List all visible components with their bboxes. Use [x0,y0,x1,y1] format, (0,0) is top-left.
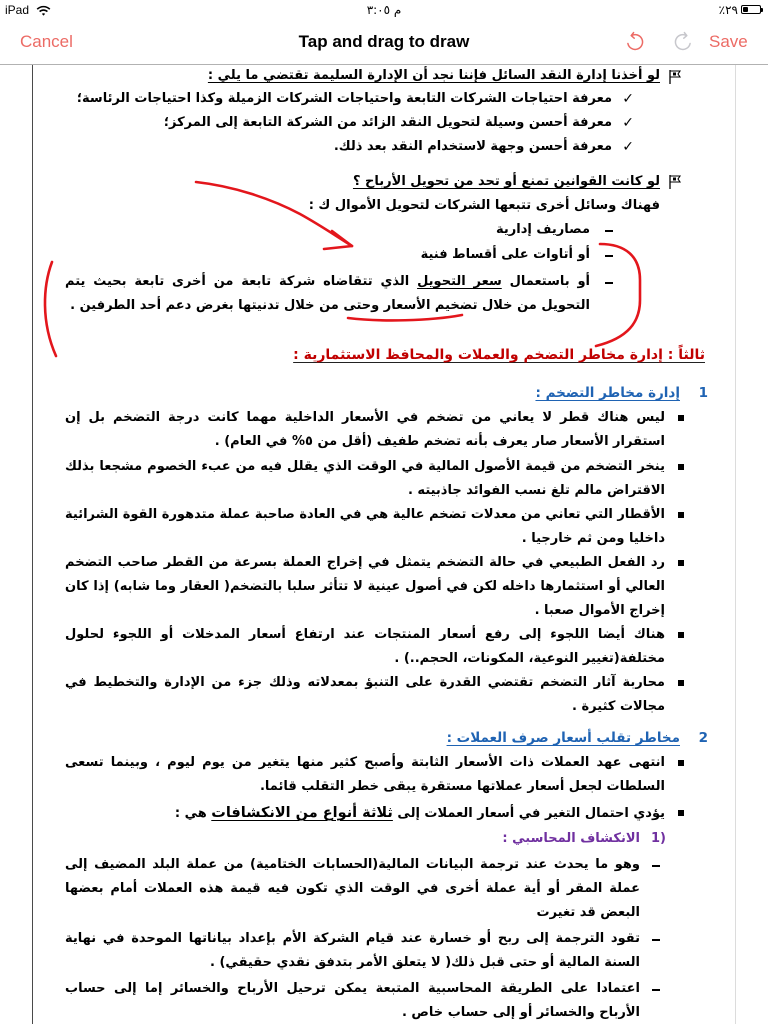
list-item-text: الأقطار التي تعاني من معدلات تضخم عالية هي في العادة صاحبة عملة متدهورة القوة الشرائية داخليا ومن ثم خارجيا . [65,507,665,546]
list-item-text: معرفة أحسن وجهة لاستخدام النقد بعد ذلك. [333,139,612,154]
list-item-text: ينخر التضخم من قيمة الأصول المالية في الوقت الذي يقلل فيه من عبء الخصوم مشجعا بذلك الاقتراض مالم تلغ نسب الفوائد جاذبيته . [65,459,665,498]
status-bar [0,0,768,20]
battery-cap [761,8,763,12]
list-item-text: الذي تتقاضاه شركة تابعة من أخرى تابعة بحيث يتم التحويل من خلال تضخيم الأسعار وحتى من خلال تدنيتها بغرض دعم أحد الطرفين . [65,274,590,313]
clock: ٣:٠٥ م [366,3,402,17]
save-button[interactable]: Save [709,32,748,51]
battery-icon [741,5,761,14]
list-item-text: انتهى عهد العملات ذات الأسعار الثابتة وأصبح كثير منها يتغير من يوم ليوم ، وبينما تسعى السلطات لجعل أسعار عملاتها مستقرة يبقى خطر التقلب قائما. [65,755,665,794]
cancel-button[interactable]: Cancel [20,32,73,51]
undo-icon[interactable] [624,31,646,53]
list-item-text: أو أتاوات على أقساط فنية [420,247,590,262]
list-item-text: رد الفعل الطبيعي في حالة التضخم يتمثل في إخراج العملة بسرعة من القطر صاحب التضخم العالي أو استثمارها داخله لكن في أصول عينية لا تتأثر سلبا بالتضخم( العقار وما شابه) إذا كان إخراج الأموال صعبا . [65,555,665,618]
cash-heading-text: لو أخذنا إدارة النقد السائل فإننا نجد أن الإدارة السليمة تقتضي ما يلي : [207,68,660,83]
subsection-number: 2 [698,730,708,746]
transfer-pricing-term: سعر التحويل [417,274,502,289]
annotation-arrowhead [324,231,352,249]
emphasized-term: ثلاثة أنواع من الانكشافات [211,805,393,821]
list-item-text: محاربة آثار التضخم تقتضي القدرة على التنبؤ بمعدلاته وذلك جزء من الإدارة والتخطيط في مجالات كثيرة . [65,675,665,714]
page-title: Tap and drag to draw [298,32,470,51]
list-item-text: معرفة احتياجات الشركات التابعة واحتياجات الشركات الزميلة وكذا احتياجات الرئاسة؛ [76,91,612,106]
list-item-text: مصاريف إدارية [496,222,590,237]
annotation-arrow [196,182,352,246]
list-item-text: وهو ما يحدث عند ترجمة البيانات المالية(الحسابات الختامية) من عملة البلد المضيف إلى عملة المقر أو أية عملة أخرى في الوقت الذي تكون فيه قيمة هذه العملات أمام بعضها البعض قد تغيرت [65,857,640,920]
transfer-intro-text: فهناك وسائل أخرى تتبعها الشركات لتحويل الأموال ك : [308,198,660,213]
annotation-underline [348,315,462,320]
list-item-text: ليس هناك قطر لا يعاني من تضخم في الأسعار الداخلية مهما كانت درجة التضخم بل إن استقرار الأسعار صار يعرف بأنه تضخم طفيف (أقل من ٥% في العام) . [65,410,665,449]
sub-subsection-number: 1) [651,831,666,846]
subsection-heading-text: إدارة مخاطر التضخم : [535,385,680,401]
section-heading-text: ثالثاً : إدارة مخاطر التضخم والعملات والمحافظ الاستثمارية : [293,347,705,363]
navigation-bar [0,20,768,65]
list-item-text: معرفة أحسن وسيلة لتحويل النقد الزائد من الشركة التابعة إلى المركز؛ [163,115,612,130]
drawing-layer[interactable] [0,65,768,1024]
subsection-number: 1 [698,385,708,401]
battery-fill [743,7,748,12]
annotation-bracket-left [45,262,56,356]
list-item-text: هي : [174,806,212,821]
wifi-icon [36,5,51,16]
device-name: iPad [5,3,30,17]
redo-icon[interactable] [672,31,694,53]
battery-percentage: ٪٢٩ [718,3,738,17]
sub-subsection-heading-text: الانكشاف المحاسبي : [502,831,640,846]
list-item-text: تقود الترجمة إلى ربح أو خسارة عند قيام الشركة الأم بإعداد بياناتها الموحدة في نهاية السنة المالية أو حتى قبل ذلك( لا يتعلق الأمر بتدفق نقدي حقيقي) . [65,931,640,970]
list-item-text: هناك أيضا اللجوء إلى رفع أسعار المنتجات عند ارتفاع أسعار المدخلات أو اللجوء لحلول مختلفة(تغيير النوعية، المكونات، الحجم..) . [65,627,665,666]
transfer-heading-text: لو كانت القوانين تمنع أو تحد من تحويل الأرباح ؟ [352,174,660,189]
list-item-text: أو باستعمال [501,274,591,289]
list-item-text: يؤدي احتمال التغير في أسعار العملات إلى [392,806,665,821]
annotation-bracket-right [596,244,640,346]
list-item-text: اعتمادا على الطريقة المحاسبية المتبعة يمكن ترحيل الأرباح والخسائر إما إلى حساب الأرباح والخسائر أو إلى حساب خاص . [65,981,640,1020]
subsection-heading-text: مخاطر تقلب أسعار صرف العملات : [446,730,680,746]
